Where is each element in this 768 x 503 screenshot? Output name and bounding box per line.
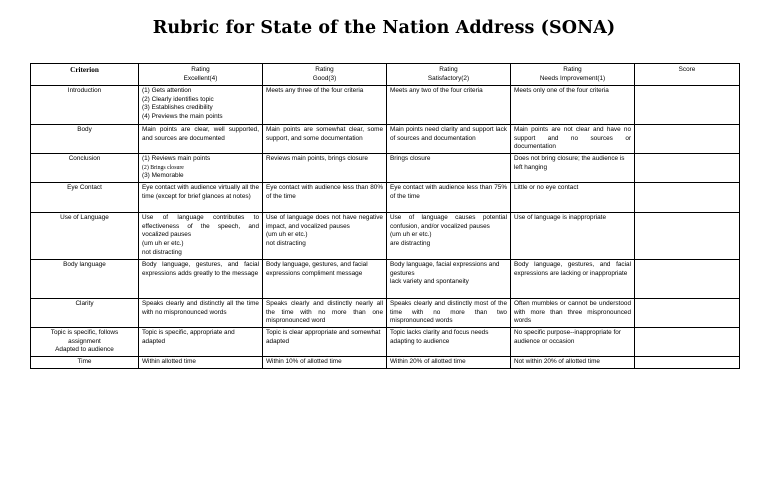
needs-improvement-cell: Not within 20% of allotted time xyxy=(511,357,635,369)
cell-line: (um uh er etc.) xyxy=(142,239,184,247)
needs-improvement-cell: Little or no eye contact xyxy=(511,183,635,213)
cell-line: (2) Clearly identifies topic xyxy=(142,95,214,103)
good-cell: Meets any three of the four criteria xyxy=(263,86,387,125)
satisfactory-cell: Within 20% of allotted time xyxy=(387,357,511,369)
table-row-eye-contact xyxy=(31,183,740,213)
header-rating-label: Rating xyxy=(439,66,458,73)
satisfactory-cell: Main points need clarity and support lack of sources and documentation xyxy=(387,125,511,154)
header-satisfactory xyxy=(387,64,511,86)
header-criterion: Criterion xyxy=(31,64,139,86)
score-cell[interactable] xyxy=(635,260,740,299)
needs-improvement-cell: No specific purpose--inappropriate for audience or occasion xyxy=(511,328,635,357)
good-cell: Within 10% of allotted time xyxy=(263,357,387,369)
criterion-cell: Conclusion xyxy=(31,154,139,183)
cell-line: not distracting xyxy=(142,248,182,256)
good-cell: Speaks clearly and distinctly nearly all the time with no more than one mispronounced word xyxy=(263,299,387,328)
excellent-cell xyxy=(139,154,263,183)
header-rating-label: Rating xyxy=(191,66,210,73)
cell-line: are distracting xyxy=(390,239,431,247)
needs-improvement-cell: Does not bring closure; the audience is left hanging xyxy=(511,154,635,183)
cell-line: (2) Brings closure xyxy=(142,164,184,171)
excellent-cell xyxy=(139,86,263,125)
table-row-use-of-language xyxy=(31,213,740,260)
table-row-topic xyxy=(31,328,740,357)
needs-improvement-cell: Body language, gestures, and facial expressions are lacking or inappropriate xyxy=(511,260,635,299)
needs-improvement-cell: Main points are not clear and have no support and no sources or documentation xyxy=(511,125,635,154)
satisfactory-cell: Speaks clearly and distinctly most of the time with no more than two mispronounced words xyxy=(387,299,511,328)
needs-improvement-cell: Meets only one of the four criteria xyxy=(511,86,635,125)
criterion-cell: Introduction xyxy=(31,86,139,125)
score-cell[interactable] xyxy=(635,154,740,183)
criterion-cell: Use of Language xyxy=(31,213,139,260)
satisfactory-cell: Meets any two of the four criteria xyxy=(387,86,511,125)
header-excellent xyxy=(139,64,263,86)
criterion-cell: Body language xyxy=(31,260,139,299)
satisfactory-cell xyxy=(387,213,511,260)
rubric-table xyxy=(30,63,740,369)
cell-line: (3) Establishes credibility xyxy=(142,104,213,112)
score-cell[interactable] xyxy=(635,213,740,260)
excellent-cell: Body language, gestures, and facial expressions adds greatly to the message xyxy=(139,260,263,299)
excellent-cell xyxy=(139,213,263,260)
cell-line: not distracting xyxy=(266,239,306,247)
good-cell: Main points are somewhat clear, some support, and some documentation xyxy=(263,125,387,154)
header-level-label: Satisfactory(2) xyxy=(427,74,470,82)
criterion-cell xyxy=(31,328,139,357)
needs-improvement-cell: Use of language is inappropriate xyxy=(511,213,635,260)
header-level-label: Good(3) xyxy=(312,74,337,82)
cell-line: (1) Reviews main points xyxy=(142,155,211,163)
good-cell: Reviews main points, brings closure xyxy=(263,154,387,183)
score-cell[interactable] xyxy=(635,183,740,213)
satisfactory-cell: Brings closure xyxy=(387,154,511,183)
score-cell[interactable] xyxy=(635,357,740,369)
table-row-introduction xyxy=(31,86,740,125)
score-cell[interactable] xyxy=(635,299,740,328)
page-title: Rubric for State of the Nation Address (SONA) xyxy=(152,18,616,38)
table-row-body xyxy=(31,125,740,154)
header-good xyxy=(263,64,387,86)
good-cell: Body language, gestures, and facial expressions compliment message xyxy=(263,260,387,299)
cell-line: (um uh er etc.) xyxy=(266,231,308,239)
header-row xyxy=(31,64,740,86)
header-level-label: Excellent(4) xyxy=(183,74,218,82)
criterion-cell: Eye Contact xyxy=(31,183,139,213)
cell-line: Topic is specific, follows assignment xyxy=(50,329,119,345)
cell-line: (um uh er etc.) xyxy=(390,231,432,239)
cell-line: (1) Gets attention xyxy=(142,87,192,95)
good-cell: Topic is clear appropriate and somewhat adapted xyxy=(263,328,387,357)
satisfactory-cell xyxy=(387,260,511,299)
header-rating-label: Rating xyxy=(315,66,334,73)
table-row-conclusion xyxy=(31,154,740,183)
excellent-cell: Speaks clearly and distinctly all the time with no mispronounced words xyxy=(139,299,263,328)
cell-line: Use of language causes potential confusion, and/or vocalized pauses xyxy=(390,214,507,230)
cell-line: (3) Memorable xyxy=(142,172,184,180)
needs-improvement-cell: Often mumbles or cannot be understood with more than three mispronounced words xyxy=(511,299,635,328)
header-rating-label: Rating xyxy=(563,66,582,73)
table-row-body-language xyxy=(31,260,740,299)
criterion-cell: Body xyxy=(31,125,139,154)
header-needs-improvement xyxy=(511,64,635,86)
criterion-cell: Time xyxy=(31,357,139,369)
criterion-cell: Clarity xyxy=(31,299,139,328)
excellent-cell: Eye contact with audience virtually all the time (except for brief glances at notes) xyxy=(139,183,263,213)
cell-line: Use of language does not have negative impact, and vocalized pauses xyxy=(266,214,383,230)
satisfactory-cell: Topic lacks clarity and focus needs adapting to audience xyxy=(387,328,511,357)
score-cell[interactable] xyxy=(635,125,740,154)
score-cell[interactable] xyxy=(635,86,740,125)
excellent-cell: Topic is specific, appropriate and adapted xyxy=(139,328,263,357)
good-cell xyxy=(263,213,387,260)
cell-line: Use of language contributes to effectiveness of the speech, and vocalized pauses xyxy=(142,214,259,239)
cell-line: lack variety and spontaneity xyxy=(390,278,469,286)
good-cell: Eye contact with audience less than 80% of the time xyxy=(263,183,387,213)
cell-line: (4) Previews the main points xyxy=(142,112,223,120)
header-score: Score xyxy=(635,64,740,86)
excellent-cell: Within allotted time xyxy=(139,357,263,369)
header-level-label: Needs Improvement(1) xyxy=(539,74,606,82)
table-row-time xyxy=(31,357,740,369)
excellent-cell: Main points are clear, well supported, and sources are documented xyxy=(139,125,263,154)
cell-line: Body language, facial expressions and gestures xyxy=(390,261,500,277)
score-cell[interactable] xyxy=(635,328,740,357)
satisfactory-cell: Eye contact with audience less than 75% of the time xyxy=(387,183,511,213)
cell-line: Adapted to audience xyxy=(55,346,114,354)
table-row-clarity xyxy=(31,299,740,328)
